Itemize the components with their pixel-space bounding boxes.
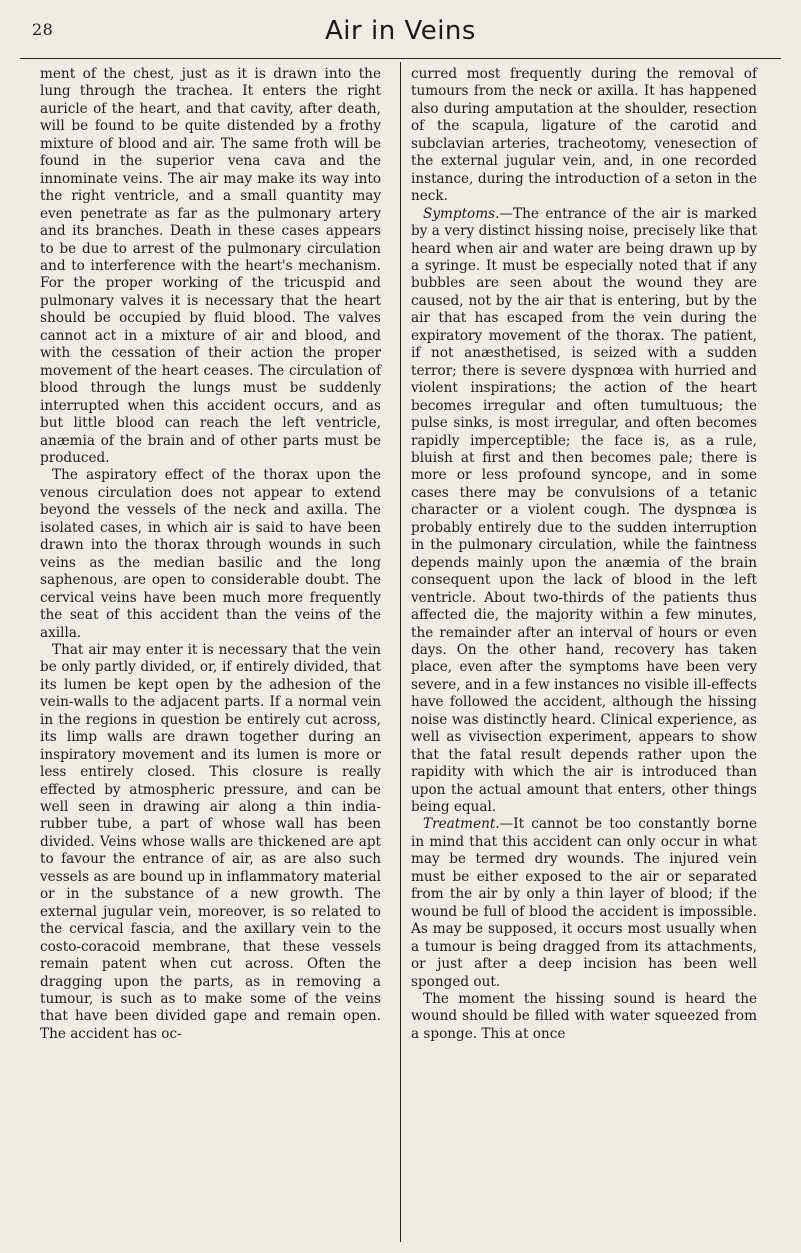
right-column (411, 66, 757, 1043)
treatment-text: —It cannot be too constantly borne in mind that this accident can only occur in what may be termed dry wounds. The injured vein must be either exposed to the air or separated from the air by only a thin layer of blood; if the wound be full of blood the accident is impossible. As may be supposed, it occurs most usually when a tumour is being dragged from its attachments, or just after a deep incision has been well sponged out. (411, 816, 757, 990)
treatment-paragraph (411, 816, 757, 991)
symptoms-text: —The entrance of the air is marked by a very distinct hissing noise, precisely like that heard when air and water are being drawn up by a syringe. It must be especially noted that if any bubbles are seen about the wound they are caused, not by the air that is entering, but by the air that has escaped from the vein during the expiratory movement of the thorax. The patient, if not anæsthetised, is seized with a sudden terror; there is severe dyspnœa with hurried and violent inspirations; the action of the heart becomes irregular and often tumultuous; the pulse sinks, is most irregular, and often becomes rapidly imperceptible; the face is, as a rule, bluish at first and then becomes pale; there is more or less profound syncope, and in some cases there may be convulsions of a tetanic character or a violent cough. The dyspnœa is probably entirely due to the sudden interruption in the pulmonary circulation, while the faintness depends mainly upon the anæmia of the brain consequent upon the lack of blood in the left ventricle. About two-thirds of the patients thus affected die, the majority within a few minutes, the remainder after an interval of hours or even days. On the other hand, recovery has taken place, even after the symptoms have been very severe, and in a few instances no visible ill-effects have followed the accident, although the hissing noise was distinctly heard. Clinical experience, as well as vivisection experiment, appears to show that the fatal result depends rather upon the rapidity with which the air is introduced than upon the actual amount that enters, other things being equal. (411, 205, 757, 816)
page-number: 28 (32, 20, 54, 39)
section-heading-treatment: Treatment. (423, 816, 500, 833)
left-column (40, 66, 381, 1043)
column-divider (400, 62, 401, 1242)
paragraph: That air may enter it is necessary that the vein be only partly divided, or, if entirely divided, that its lumen be kept open by the adhesion of the vein-walls to the adjacent parts. If a normal vein in the regions in question be entirely cut across, its limp walls are drawn together during an inspiratory movement and its lumen is more or less entirely closed. This closure is really effected by atmospheric pressure, and can be well seen in drawing air along a thin india-rubber tube, a part of whose wall has been divided. Veins whose walls are thickened are apt to favour the entrance of air, as are also such vessels as are bound up in inflammatory material or in the substance of a new growth. The external jugular vein, moreover, is so related to the cervical fascia, and the axillary vein to the costo-coracoid membrane, that these vessels remain patent when cut across. Often the dragging upon the parts, as in removing a tumour, is such as to make some of the veins that have been divided gape and remain open. The accident has oc- (40, 641, 381, 1042)
paragraph: The aspiratory effect of the thorax upon the venous circulation does not appear to extend beyond the vessels of the neck and axilla. The isolated cases, in which air is said to have been drawn into the thorax through wounds in such veins as the median basilic and the long saphenous, are open to considerable doubt. The cervical veins have been much more frequently the seat of this accident than the veins of the axilla. (40, 467, 381, 641)
running-head: Air in Veins (325, 16, 476, 46)
section-heading-symptoms: Symptoms. (423, 205, 500, 222)
symptoms-paragraph (411, 206, 757, 817)
header-rule (20, 58, 781, 59)
paragraph: curred most frequently during the removal of tumours from the neck or axilla. It has happened also during amputation at the shoulder, resection of the scapula, ligature of the carotid and subclavian arteries, tracheotomy, venesection of the external jugular vein, and, in one recorded instance, during the introduction of a seton in the neck. (411, 66, 757, 205)
paragraph: The moment the hissing sound is heard the wound should be filled with water squeezed from a sponge. This at once (411, 991, 757, 1042)
paragraph: ment of the chest, just as it is drawn into the lung through the trachea. It enters the right auricle of the heart, and that cavity, after death, will be found to be quite distended by a frothy mixture of blood and air. The same froth will be found in the superior vena cava and the innominate veins. The air may make its way into the right ventricle, and a small quantity may even penetrate as far as the pulmonary artery and its branches. Death in these cases appears to be due to arrest of the pulmonary circulation and to interference with the heart's mechanism. For the proper working of the tricuspid and pulmonary valves it is necessary that the heart should be occupied by fluid blood. The valves cannot act in a mixture of air and blood, and with the cessation of their action the proper movement of the heart ceases. The circulation of blood through the lungs must be suddenly interrupted when this accident occurs, and as but little blood can reach the left ventricle, anæmia of the brain and of other parts must be produced. (40, 66, 381, 466)
